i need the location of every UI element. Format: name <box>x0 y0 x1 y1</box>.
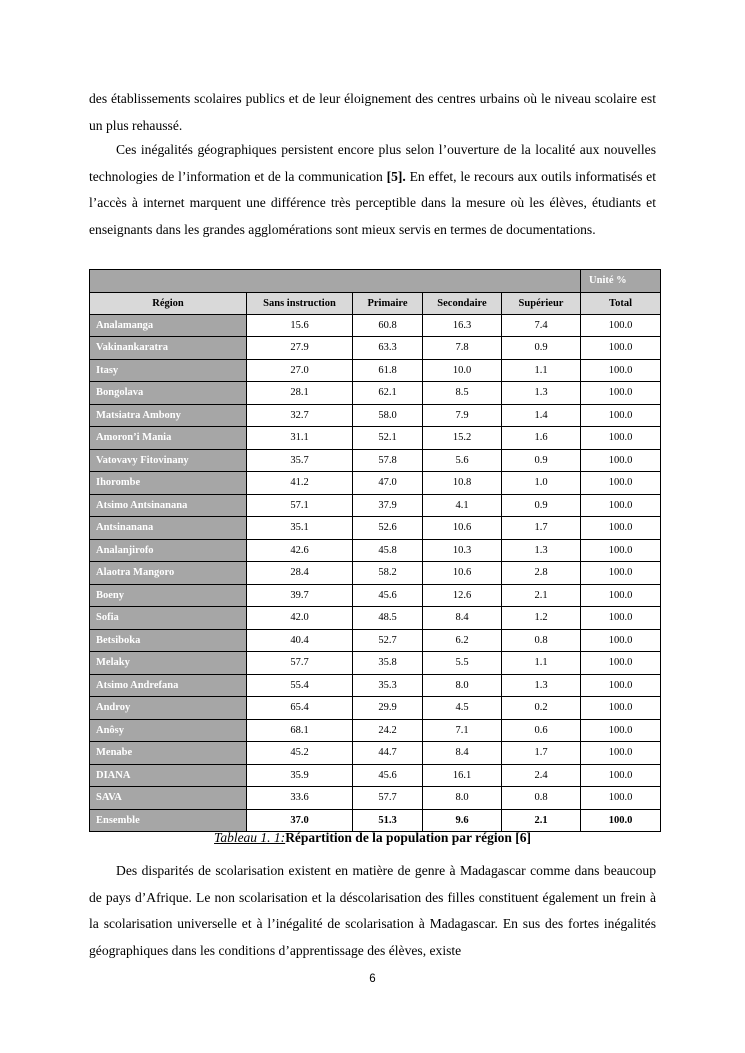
value-cell: 1.7 <box>502 517 581 540</box>
value-cell: 62.1 <box>353 382 423 405</box>
value-cell: 65.4 <box>247 697 353 720</box>
value-cell: 63.3 <box>353 337 423 360</box>
value-cell: 15.2 <box>423 427 502 450</box>
table-caption <box>89 830 656 846</box>
value-cell: 6.2 <box>423 629 502 652</box>
value-cell: 2.1 <box>502 809 581 832</box>
value-cell: 7.1 <box>423 719 502 742</box>
table-row <box>90 584 661 607</box>
value-cell: 100.0 <box>581 517 661 540</box>
value-cell: 4.1 <box>423 494 502 517</box>
value-cell: 1.3 <box>502 539 581 562</box>
value-cell: 10.6 <box>423 562 502 585</box>
value-cell: 8.0 <box>423 787 502 810</box>
value-cell: 45.6 <box>353 764 423 787</box>
value-cell: 35.8 <box>353 652 423 675</box>
value-cell: 57.8 <box>353 449 423 472</box>
value-cell: 37.0 <box>247 809 353 832</box>
table-row <box>90 629 661 652</box>
paragraph-2 <box>89 137 656 243</box>
header-secondaire: Secondaire <box>423 292 502 314</box>
region-cell: Ihorombe <box>90 472 247 495</box>
value-cell: 42.6 <box>247 539 353 562</box>
value-cell: 61.8 <box>353 359 423 382</box>
value-cell: 100.0 <box>581 314 661 337</box>
value-cell: 58.0 <box>353 404 423 427</box>
value-cell: 52.6 <box>353 517 423 540</box>
value-cell: 45.2 <box>247 742 353 765</box>
value-cell: 29.9 <box>353 697 423 720</box>
value-cell: 1.0 <box>502 472 581 495</box>
value-cell: 100.0 <box>581 787 661 810</box>
table-row <box>90 517 661 540</box>
value-cell: 100.0 <box>581 584 661 607</box>
value-cell: 39.7 <box>247 584 353 607</box>
region-cell: Ensemble <box>90 809 247 832</box>
table-row <box>90 697 661 720</box>
value-cell: 100.0 <box>581 742 661 765</box>
region-cell: Matsiatra Ambony <box>90 404 247 427</box>
value-cell: 100.0 <box>581 652 661 675</box>
value-cell: 27.0 <box>247 359 353 382</box>
header-primaire: Primaire <box>353 292 423 314</box>
region-cell: Melaky <box>90 652 247 675</box>
table-row <box>90 607 661 630</box>
header-row <box>90 292 661 314</box>
value-cell: 27.9 <box>247 337 353 360</box>
value-cell: 45.6 <box>353 584 423 607</box>
value-cell: 1.1 <box>502 359 581 382</box>
value-cell: 100.0 <box>581 809 661 832</box>
value-cell: 45.8 <box>353 539 423 562</box>
value-cell: 24.2 <box>353 719 423 742</box>
value-cell: 1.1 <box>502 652 581 675</box>
value-cell: 42.0 <box>247 607 353 630</box>
table-row <box>90 562 661 585</box>
value-cell: 10.6 <box>423 517 502 540</box>
region-cell: Amoron’i Mania <box>90 427 247 450</box>
value-cell: 0.2 <box>502 697 581 720</box>
table-row <box>90 314 661 337</box>
unit-row-blank <box>90 270 581 293</box>
citation-ref: [5]. <box>386 168 406 184</box>
table-row <box>90 359 661 382</box>
value-cell: 0.9 <box>502 337 581 360</box>
paragraph-2-text-before: Ces inégalités géographiques persistent encore plus selon l’ouverture de la localité aux nouvelles technologies de l’information et de la communication <box>89 142 656 184</box>
value-cell: 35.3 <box>353 674 423 697</box>
table-row <box>90 382 661 405</box>
value-cell: 100.0 <box>581 674 661 697</box>
value-cell: 12.6 <box>423 584 502 607</box>
value-cell: 100.0 <box>581 719 661 742</box>
value-cell: 9.6 <box>423 809 502 832</box>
value-cell: 100.0 <box>581 562 661 585</box>
value-cell: 4.5 <box>423 697 502 720</box>
value-cell: 10.8 <box>423 472 502 495</box>
value-cell: 16.3 <box>423 314 502 337</box>
value-cell: 8.5 <box>423 382 502 405</box>
value-cell: 57.7 <box>247 652 353 675</box>
value-cell: 51.3 <box>353 809 423 832</box>
table-row <box>90 472 661 495</box>
value-cell: 100.0 <box>581 472 661 495</box>
value-cell: 44.7 <box>353 742 423 765</box>
value-cell: 28.1 <box>247 382 353 405</box>
value-cell: 33.6 <box>247 787 353 810</box>
region-cell: Analanjirofo <box>90 539 247 562</box>
value-cell: 52.1 <box>353 427 423 450</box>
header-total: Total <box>581 292 661 314</box>
value-cell: 100.0 <box>581 764 661 787</box>
value-cell: 100.0 <box>581 359 661 382</box>
table-row <box>90 764 661 787</box>
table-body <box>90 314 661 832</box>
paragraph-3: Des disparités de scolarisation existent en matière de genre à Madagascar comme dans beaucoup de pays d’Afrique. Le non scolarisation et la déscolarisation des filles constituent également un frein à la scolarisation universelle et à l’inégalité de scolarisation à Madagascar. En sus des fortes inégalités géographiques dans les conditions d’apprentissage des élèves, existe <box>89 863 656 958</box>
value-cell: 0.6 <box>502 719 581 742</box>
value-cell: 15.6 <box>247 314 353 337</box>
page-number: 6 <box>369 973 376 985</box>
region-cell: Menabe <box>90 742 247 765</box>
table-row <box>90 427 661 450</box>
table-row <box>90 719 661 742</box>
table-row <box>90 742 661 765</box>
value-cell: 100.0 <box>581 629 661 652</box>
value-cell: 10.3 <box>423 539 502 562</box>
value-cell: 100.0 <box>581 427 661 450</box>
value-cell: 100.0 <box>581 697 661 720</box>
region-cell: Vatovavy Fitovinany <box>90 449 247 472</box>
region-cell: Sofia <box>90 607 247 630</box>
paragraph-1: des établissements scolaires publics et de leur éloignement des centres urbains où le niveau scolaire est un plus rehaussé. <box>89 91 656 133</box>
value-cell: 1.4 <box>502 404 581 427</box>
value-cell: 10.0 <box>423 359 502 382</box>
value-cell: 2.1 <box>502 584 581 607</box>
region-cell: Analamanga <box>90 314 247 337</box>
region-cell: Bongolava <box>90 382 247 405</box>
value-cell: 0.8 <box>502 629 581 652</box>
value-cell: 68.1 <box>247 719 353 742</box>
region-cell: Alaotra Mangoro <box>90 562 247 585</box>
value-cell: 8.0 <box>423 674 502 697</box>
value-cell: 7.4 <box>502 314 581 337</box>
region-cell: Anôsy <box>90 719 247 742</box>
value-cell: 100.0 <box>581 494 661 517</box>
value-cell: 57.1 <box>247 494 353 517</box>
value-cell: 5.5 <box>423 652 502 675</box>
unit-label: Unité % <box>581 270 661 293</box>
region-cell: Betsiboka <box>90 629 247 652</box>
value-cell: 1.6 <box>502 427 581 450</box>
value-cell: 60.8 <box>353 314 423 337</box>
value-cell: 100.0 <box>581 539 661 562</box>
value-cell: 2.4 <box>502 764 581 787</box>
value-cell: 1.2 <box>502 607 581 630</box>
value-cell: 0.9 <box>502 449 581 472</box>
value-cell: 7.9 <box>423 404 502 427</box>
population-table <box>89 269 661 832</box>
table-row <box>90 787 661 810</box>
value-cell: 2.8 <box>502 562 581 585</box>
value-cell: 8.4 <box>423 742 502 765</box>
value-cell: 100.0 <box>581 404 661 427</box>
value-cell: 31.1 <box>247 427 353 450</box>
table-row <box>90 337 661 360</box>
value-cell: 55.4 <box>247 674 353 697</box>
region-cell: Boeny <box>90 584 247 607</box>
value-cell: 1.7 <box>502 742 581 765</box>
caption-label: Tableau 1. 1: <box>214 830 286 845</box>
value-cell: 58.2 <box>353 562 423 585</box>
value-cell: 0.9 <box>502 494 581 517</box>
value-cell: 7.8 <box>423 337 502 360</box>
value-cell: 100.0 <box>581 607 661 630</box>
value-cell: 28.4 <box>247 562 353 585</box>
table-row <box>90 674 661 697</box>
region-cell: Antsinanana <box>90 517 247 540</box>
value-cell: 1.3 <box>502 382 581 405</box>
value-cell: 1.3 <box>502 674 581 697</box>
table-row <box>90 539 661 562</box>
value-cell: 32.7 <box>247 404 353 427</box>
table-row <box>90 652 661 675</box>
paragraph-2-text-after: En effet, le recours aux outils informatisés et l’accès à internet marquent une différence très perceptible dans la mesure où les élèves, étudiants et enseignants dans les grandes agglomérations sont mieux servis en termes de documentations. <box>89 168 656 237</box>
header-superieur: Supérieur <box>502 292 581 314</box>
region-cell: DIANA <box>90 764 247 787</box>
region-cell: Androy <box>90 697 247 720</box>
value-cell: 8.4 <box>423 607 502 630</box>
value-cell: 52.7 <box>353 629 423 652</box>
value-cell: 35.9 <box>247 764 353 787</box>
table-row <box>90 809 661 832</box>
value-cell: 100.0 <box>581 337 661 360</box>
value-cell: 100.0 <box>581 449 661 472</box>
value-cell: 16.1 <box>423 764 502 787</box>
value-cell: 100.0 <box>581 382 661 405</box>
value-cell: 48.5 <box>353 607 423 630</box>
region-cell: Atsimo Antsinanana <box>90 494 247 517</box>
value-cell: 47.0 <box>353 472 423 495</box>
table-row <box>90 494 661 517</box>
region-cell: Vakinankaratra <box>90 337 247 360</box>
caption-title: Répartition de la population par région [6] <box>285 830 531 845</box>
value-cell: 57.7 <box>353 787 423 810</box>
header-region: Région <box>90 292 247 314</box>
value-cell: 37.9 <box>353 494 423 517</box>
value-cell: 41.2 <box>247 472 353 495</box>
value-cell: 5.6 <box>423 449 502 472</box>
region-cell: Atsimo Andrefana <box>90 674 247 697</box>
table-row <box>90 449 661 472</box>
value-cell: 35.7 <box>247 449 353 472</box>
unit-row <box>90 270 661 293</box>
value-cell: 35.1 <box>247 517 353 540</box>
table-row <box>90 404 661 427</box>
region-cell: Itasy <box>90 359 247 382</box>
value-cell: 0.8 <box>502 787 581 810</box>
value-cell: 40.4 <box>247 629 353 652</box>
header-sans-instruction: Sans instruction <box>247 292 353 314</box>
region-cell: SAVA <box>90 787 247 810</box>
